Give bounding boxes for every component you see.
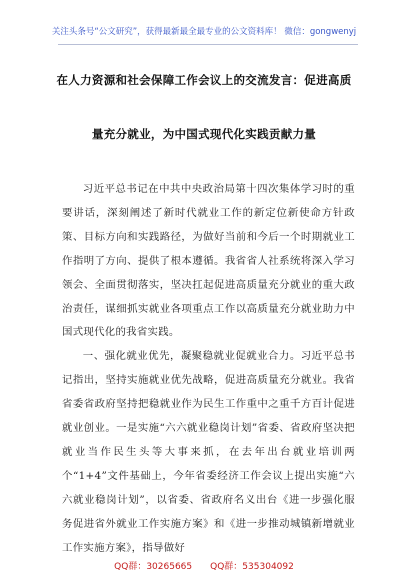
footer-qq-group-1: QQ群：30265665 — [114, 562, 193, 572]
body-paragraph-2: 一、强化就业优先，凝聚稳就业促就业合力。习近平总书记指出，坚持实施就业优先战略，促进高质量充分就业。我省省委省政府坚持把稳就业作为民生工作重中之重千方百计促进就业创业。一是实施“六六就业稳岗计划”省委、省政府坚决把就业当作民生头等大事来抓，在去年出台就业培训两个“1+4”文件基础上，今年省委经济工作会议上提出实施“六六就业稳岗计划”，以省委、省政府名义出台《进一步强化服务促进省外就业工作实施方案》和《进一步推动城镇新增就业工作实施方案》，指导做好 — [62, 350, 355, 554]
footer-qq-group-2: QQ群：535304092 — [210, 562, 294, 572]
body-paragraph-1: 习近平总书记在中共中央政治局第十四次集体学习时的重要讲话，深刻阐述了新时代就业工作的新定位新使命方针政策、目标方向和实践路径，为做好当前和今后一个时期就业工作指明了方向、提供了根本遵循。我省省人社系统将深入学习领会、全面贯彻落实，坚决扛起促进高质量充分就业的重大政治责任，谋细抓实就业各项重点工作以高质量充分就业助力中国式现代化的我省实践。 — [62, 183, 355, 339]
document-title-line-1: 在人力资源和社会保障工作会议上的交流发言：促进高质 — [56, 73, 352, 87]
document-body — [62, 178, 355, 561]
header-banner: 关注头条号“公文研究”，获得最新最全最专业的公文资料库！ 微信：gongwenyj — [51, 27, 357, 37]
header-divider — [58, 44, 358, 45]
footer-contacts — [0, 559, 408, 572]
document-title-line-2: 量充分就业，为中国式现代化实践贡献力量 — [91, 127, 317, 141]
